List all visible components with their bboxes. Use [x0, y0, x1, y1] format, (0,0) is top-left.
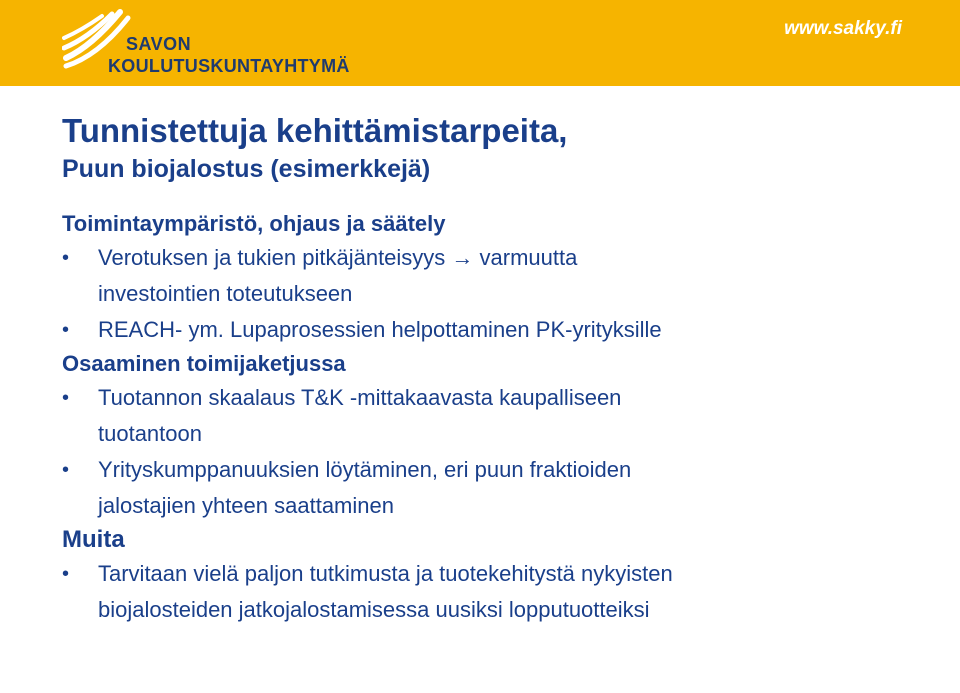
site-url[interactable]: www.sakky.fi	[784, 18, 902, 39]
bullet-text-line: Tarvitaan vielä paljon tutkimusta ja tuotekehitystä nykyisten	[98, 561, 673, 586]
bullet-item	[62, 380, 942, 452]
bullet-text-line: REACH- ym. Lupaprosessien helpottaminen PK-yrityksille	[98, 317, 662, 342]
slide-title: Tunnistettuja kehittämistarpeita,	[62, 112, 568, 149]
org-name-line2: KOULUTUSKUNTAYHTYMÄ	[108, 56, 350, 76]
bullet-icon: •	[62, 387, 70, 409]
bullet-item	[62, 312, 942, 348]
bullet-text-line: biojalosteiden jatkojalostamisessa uusiksi lopputuotteiksi	[98, 597, 650, 622]
bullet-text-line: investointien toteutukseen	[98, 281, 353, 306]
bullet-item	[62, 240, 942, 312]
bullet-icon: •	[62, 247, 70, 269]
bullet-icon: •	[62, 319, 70, 341]
slide-content	[62, 110, 942, 628]
bullet-icon: •	[62, 563, 70, 585]
bullet-item	[62, 452, 942, 524]
section-heading: Muita	[62, 526, 125, 553]
bullet-text-line: tuotantoon	[98, 421, 202, 446]
org-name-line1: SAVON	[126, 34, 192, 54]
bullet-item	[62, 556, 942, 628]
section-heading: Osaaminen toimijaketjussa	[62, 351, 346, 376]
bullet-text-line: Verotuksen ja tukien pitkäjänteisyys → varmuutta	[98, 245, 578, 270]
bullet-icon: •	[62, 459, 70, 481]
bullet-text-line: jalostajien yhteen saattaminen	[98, 493, 394, 518]
section-heading: Toimintaympäristö, ohjaus ja säätely	[62, 211, 446, 236]
slide-subtitle: Puun biojalostus (esimerkkejä)	[62, 155, 431, 183]
header-banner	[0, 0, 960, 86]
bullet-text-line: Yrityskumppanuuksien löytäminen, eri puun fraktioiden	[98, 457, 632, 482]
bullet-text-line: Tuotannon skaalaus T&K -mittakaavasta kaupalliseen	[98, 385, 622, 410]
